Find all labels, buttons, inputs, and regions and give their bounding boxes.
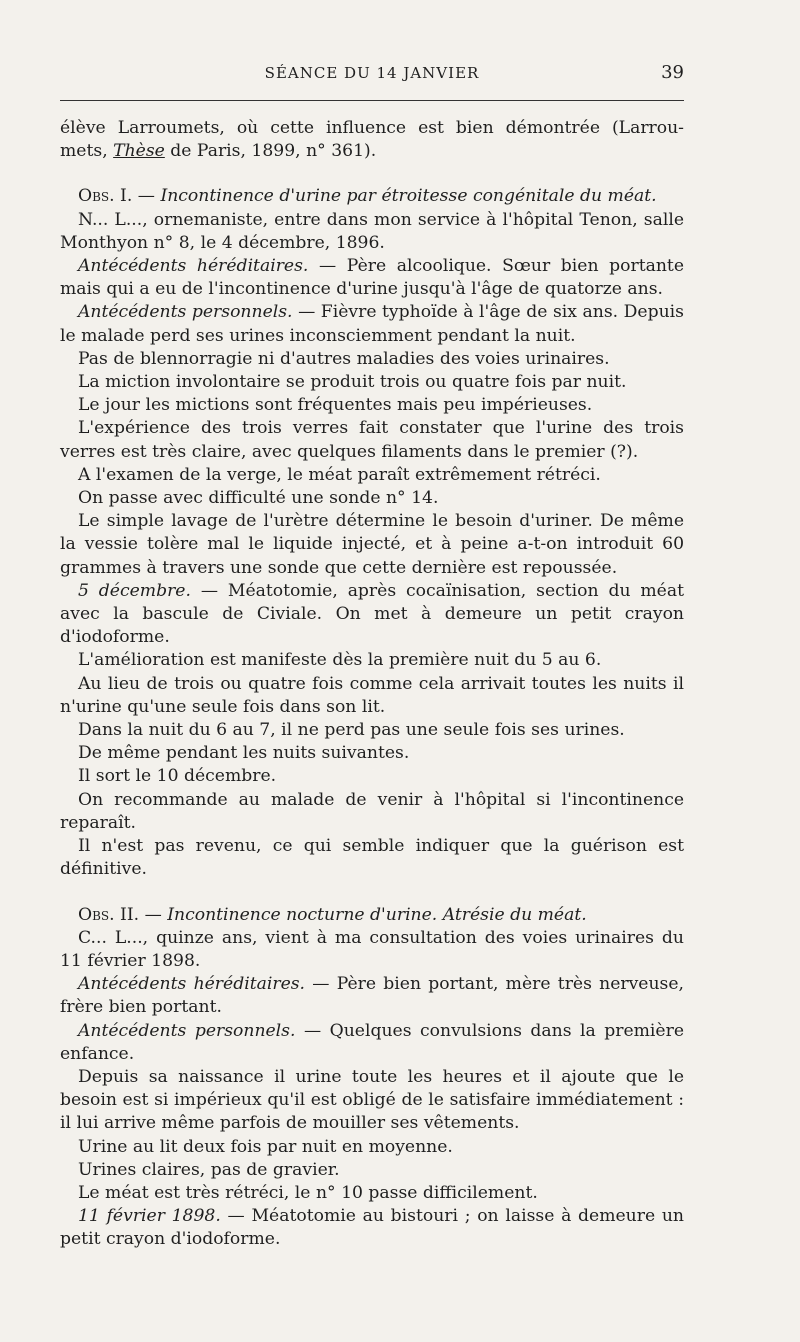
obs1-para: Antécédents personnels. — Fièvre typhoïde à l'âge de six ans. Depuis le malade perd ses urines inconsciemment pendant la nuit.	[60, 302, 684, 346]
obs2-para: 11 février 1898. — Méatotomie au bistouri ; on laisse à demeure un petit crayon d'iodoforme.	[60, 1206, 684, 1250]
obs2-para: Urine au lit deux fois par nuit en moyenne.	[78, 1136, 453, 1157]
obs1-para: On passe avec difficulté une sonde n° 14.	[78, 488, 439, 509]
obs1-para: N... L..., ornemaniste, entre dans mon service à l'hôpital Tenon, salle Monthyon n° 8, le 4 décembre, 1896.	[60, 209, 684, 253]
obs1-para: Antécédents héréditaires. — Père alcoolique. Sœur bien portante mais qui a eu de l'incontinence d'urine jusqu'à l'âge de quatorze ans.	[60, 256, 684, 300]
obs2-para: Le méat est très rétréci, le n° 10 passe difficilement.	[78, 1182, 538, 1203]
obs1-para: De même pendant les nuits suivantes.	[78, 743, 410, 764]
obs1-para: Il sort le 10 décembre.	[78, 766, 277, 787]
obs1-heading: Obs. I. — Incontinence d'urine par étroitesse congénitale du méat.	[78, 186, 657, 207]
page-header	[60, 60, 684, 88]
obs1-para: 5 décembre. — Méatotomie, après cocaïnisation, section du méat avec la bascule de Civiale. On met à demeure un petit crayon d'iodoforme.	[60, 580, 685, 648]
obs1-para: Au lieu de trois ou quatre fois comme cela arrivait toutes les nuits il n'urine qu'une seule fois dans son lit.	[60, 673, 684, 717]
obs1-para: Le simple lavage de l'urètre détermine le besoin d'uriner. De même la vessie tolère mal le liquide injecté, et à peine a-t-on introduit 60 grammes à travers une sonde que cette dernière est repoussée.	[60, 511, 684, 578]
obs2-heading: Obs. II. — Incontinence nocturne d'urine. Atrésie du méat.	[78, 904, 587, 925]
obs1-para: L'expérience des trois verres fait constater que l'urine des trois verres est très claire, avec quelques filaments dans le premier (?).	[60, 418, 684, 462]
obs2-para: Antécédents personnels. — Quelques convulsions dans la première enfance.	[60, 1020, 684, 1064]
obs1-para: A l'examen de la verge, le méat paraît extrêmement rétréci.	[78, 464, 601, 485]
obs1-para: Il n'est pas revenu, ce qui semble indiquer que la guérison est définitive.	[60, 836, 684, 880]
obs2-para: Depuis sa naissance il urine toute les heures et il ajoute que le besoin est si impérieux qu'il est obligé de le satisfaire immédiatement : il lui arrive même parfois de mouiller ses vêtements.	[60, 1066, 684, 1134]
obs1-para: Pas de blennorragie ni d'autres maladies des voies urinaires.	[78, 348, 610, 369]
obs1-para: La miction involontaire se produit trois ou quatre fois par nuit.	[78, 372, 627, 393]
header-rule	[60, 100, 684, 101]
obs1-para: L'amélioration est manifeste dès la première nuit du 5 au 6.	[78, 650, 602, 671]
obs1-para: Dans la nuit du 6 au 7, il ne perd pas une seule fois ses urines.	[78, 720, 625, 741]
page-body	[60, 117, 684, 1252]
obs1-para: On recommande au malade de venir à l'hôpital si l'incontinence reparaît.	[60, 789, 684, 833]
obs2-para: Urines claires, pas de gravier.	[78, 1159, 340, 1180]
obs2-para: C... L..., quinze ans, vient à ma consultation des voies urinaires du 11 février 1898.	[60, 927, 684, 971]
obs2-para: Antécédents héréditaires. — Père bien portant, mère très nerveuse, frère bien portant.	[60, 974, 684, 1018]
thesis-reference: Thèse	[113, 141, 165, 162]
page-number: 39	[661, 62, 684, 83]
intro-paragraph: élève Larroumets, où cette influence est bien démontrée (Larrou- mets, Thèse de Paris, 1899, n° 361).	[60, 118, 684, 162]
running-title: SÉANCE DU 14 JANVIER	[264, 64, 480, 82]
obs1-para: Le jour les mictions sont fréquentes mais peu impérieuses.	[78, 395, 593, 416]
